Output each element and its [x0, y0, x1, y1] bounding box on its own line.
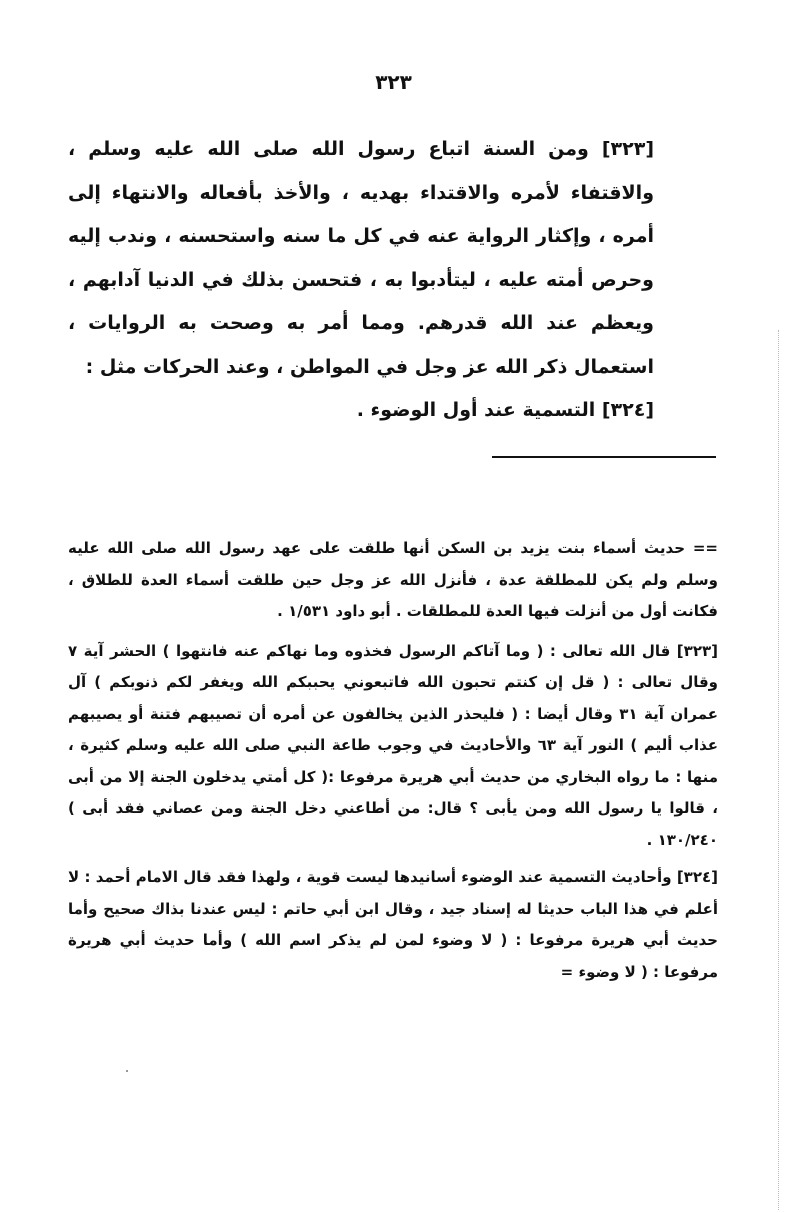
footnote-continuation: == حديث أسماء بنت يزيد بن السكن أنها طلقت على عهد رسول الله صلى الله عليه وسلم ولم يكن للمطلقة عدة ، فأنزل الله عز وجل حين طلقت أسماء العدة للطلاق ، فكانت أول من أنزلت فيها العدة للمطلقات . أبو داود ١/٥٣١ . — [68, 539, 718, 620]
footnote-separator — [492, 456, 716, 458]
scan-edge-dots — [778, 330, 779, 1210]
main-paragraph-323: [٣٢٣] ومن السنة اتباع رسول الله صلى الله عليه وسلم ، والاقتفاء لأمره والاقتداء بهديه ، والأخذ بأفعاله والانتهاء إلى أمره ، وإكثار الرواية عنه في كل ما سنه واستحسنه ، وندب إليه وحرص أمته عليه ، ليتأدبوا به ، فتحسن بذلك في الدنيا آدابهم ، ويعظم عند الله قدرهم. ومما أمر به وصحت به الروايات ، استعمال ذكر الله عز وجل في المواطن ، وعند الحركات مثل : — [68, 138, 654, 378]
main-paragraph-324: [٣٢٤] التسمية عند أول الوضوء . — [356, 399, 654, 421]
scan-speck — [126, 1070, 128, 1072]
footnotes — [68, 533, 718, 994]
footnote-324: [٣٢٤] وأحاديث التسمية عند الوضوء أسانيدها ليست قوية ، ولهذا فقد قال الامام أحمد : لا أعلم في هذا الباب حديثا له إسناد جيد ، وقال ابن أبي حاتم : ليس عندنا بذاك صحيح وأما حديث أبي هريرة مرفوعا : ( لا وضوء لمن لم يذكر اسم الله ) وأما حديث أبي هريرة مرفوعا : ( لا وضوء = — [68, 868, 718, 981]
page-number: ٣٢٣ — [375, 70, 412, 94]
footnote-323: [٣٢٣] قال الله تعالى : ( وما آتاكم الرسول فخذوه وما نهاكم عنه فانتهوا ) الحشر آية ٧ وقال تعالى : ( قل إن كنتم تحبون الله فاتبعوني يحببكم الله ويغفر لكم ذنوبكم ) آل عمران آية ٣١ وقال أيضا : ( فليحذر الذين يخالفون عن أمره أن تصيبهم فتنة أو يصيبهم عذاب أليم ) النور آية ٦٣ والأحاديث في وجوب طاعة النبي صلى الله عليه وسلم كثيرة ، منها : ما رواه البخاري من حديث أبي هريرة مرفوعا :( كل أمتي يدخلون الجنة إلا من أبى ، قالوا يا رسول الله ومن يأبى ؟ قال: من أطاعني دخل الجنة ومن عصاني فقد أبى ) ١٣٠/٢٤٠ . — [68, 641, 718, 849]
main-text — [68, 128, 718, 433]
